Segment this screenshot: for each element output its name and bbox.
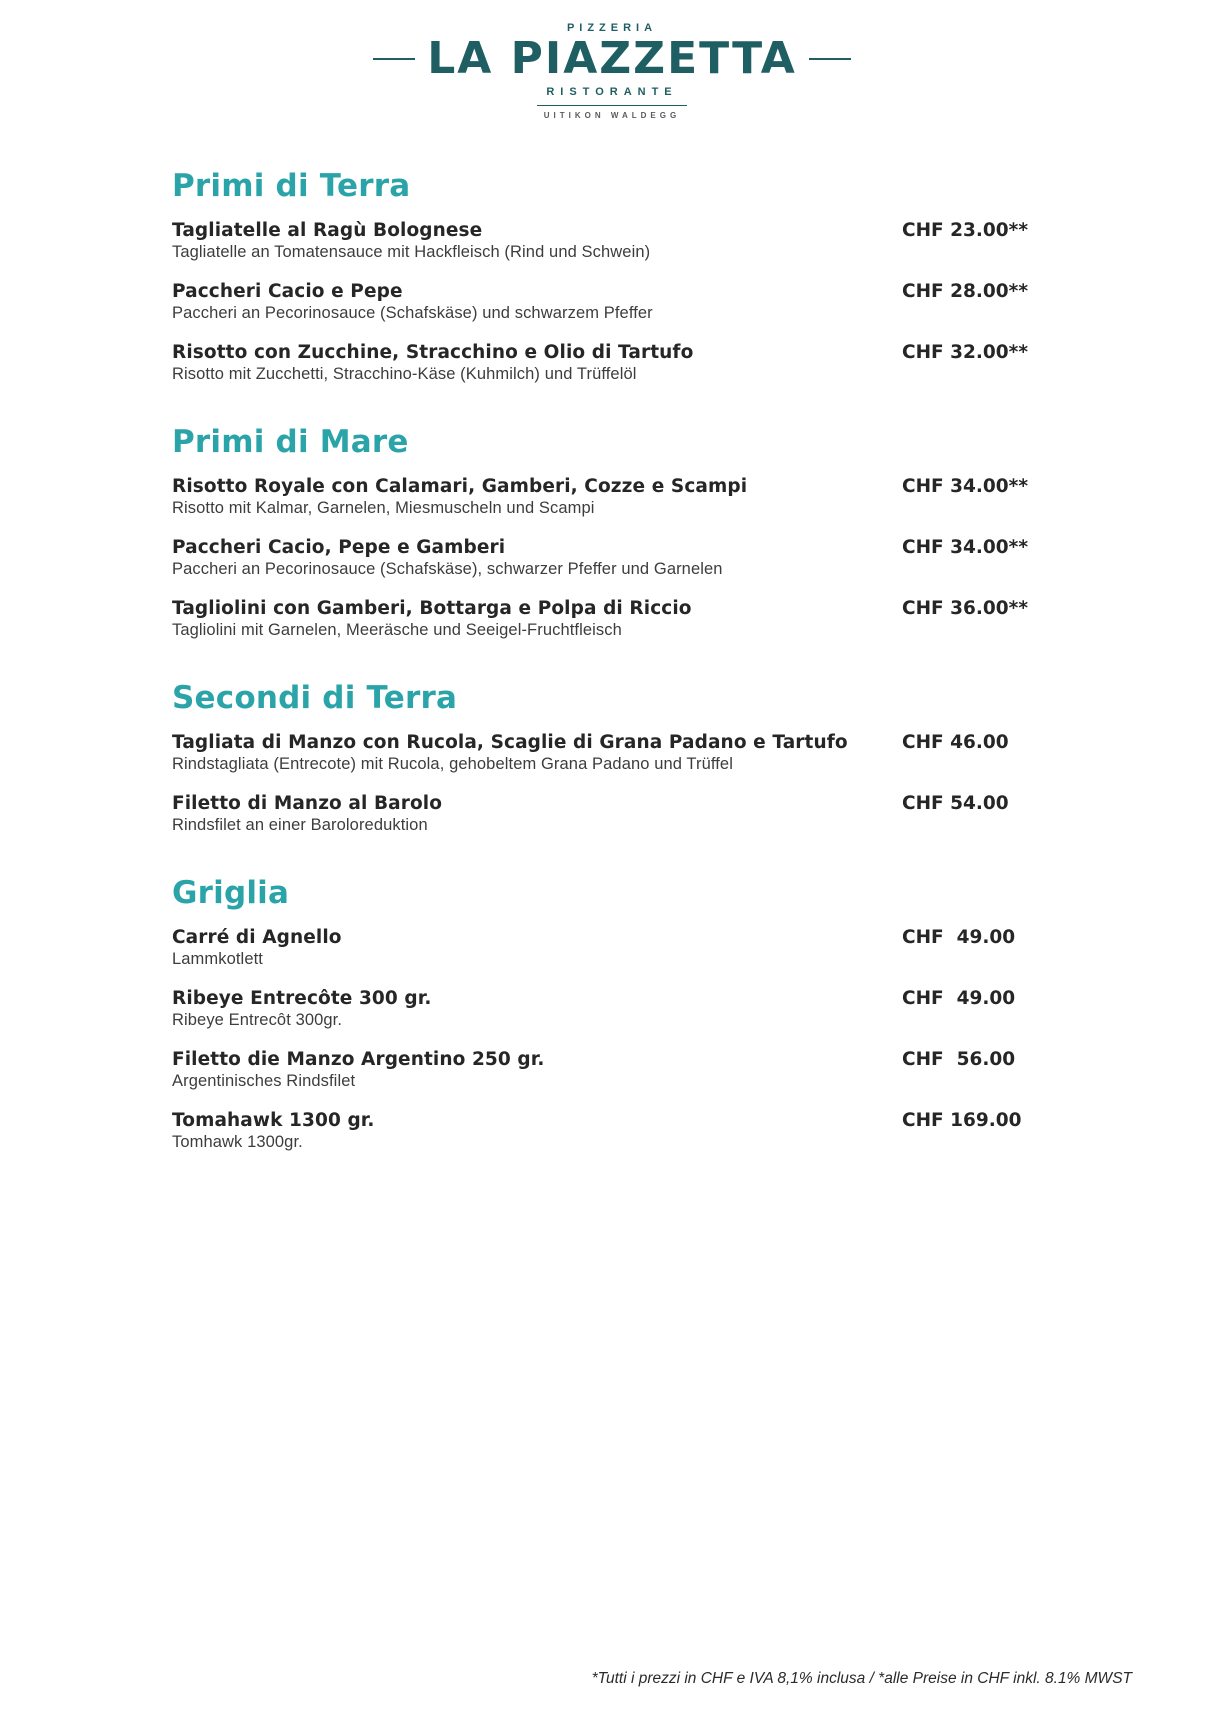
section-title: Primi di Terra (172, 168, 411, 205)
menu-item (172, 1049, 1052, 1091)
menu-item-description: Tomhawk 1300gr. (172, 1133, 303, 1152)
menu-item-price: CHF 28.00** (902, 281, 1029, 303)
menu-item-row (172, 793, 1052, 814)
menu-item-description: Tagliatelle an Tomatensauce mit Hackfleisch (Rind und Schwein) (172, 243, 651, 262)
section-title: Secondi di Terra (172, 680, 458, 717)
menu-item-row (172, 537, 1052, 558)
menu-section-griglia (172, 875, 1052, 1152)
menu-item (172, 220, 1052, 262)
menu-item-row (172, 988, 1052, 1009)
menu-content (172, 120, 1052, 1152)
section-title: Primi di Mare (172, 424, 409, 461)
price-note-footer: *Tutti i prezzi in CHF e IVA 8,1% inclusa / *alle Preise in CHF inkl. 8.1% MWST (591, 1670, 1132, 1687)
menu-item-description: Risotto mit Kalmar, Garnelen, Miesmuscheln und Scampi (172, 499, 595, 518)
menu-section-primi-di-mare (172, 424, 1052, 640)
menu-item (172, 1110, 1052, 1152)
menu-item-name: Tagliata di Manzo con Rucola, Scaglie di Grana Padano e Tartufo (172, 732, 848, 754)
menu-item-description: Ribeye Entrecôt 300gr. (172, 1011, 343, 1030)
menu-section-primi-di-terra (172, 168, 1052, 384)
menu-item-price: CHF 34.00** (902, 476, 1029, 498)
menu-item (172, 342, 1052, 384)
menu-item (172, 927, 1052, 969)
menu-item-row (172, 220, 1052, 241)
logo-divider-icon (537, 105, 687, 106)
menu-item (172, 793, 1052, 835)
menu-item-description: Rindsfilet an einer Baroloreduktion (172, 816, 428, 835)
menu-item-description: Paccheri an Pecorinosauce (Schafskäse), schwarzer Pfeffer und Garnelen (172, 560, 723, 579)
menu-item-price: CHF 34.00** (902, 537, 1029, 559)
menu-item-name: Filetto die Manzo Argentino 250 gr. (172, 1049, 545, 1071)
menu-item-description: Tagliolini mit Garnelen, Meeräsche und Seeigel-Fruchtfleisch (172, 621, 622, 640)
menu-item-name: Carré di Agnello (172, 927, 342, 949)
menu-item-price: CHF 56.00 (902, 1049, 1016, 1071)
menu-item-name: Tomahawk 1300 gr. (172, 1110, 375, 1132)
menu-item (172, 537, 1052, 579)
menu-item-price: CHF 36.00** (902, 598, 1029, 620)
menu-item-row (172, 281, 1052, 302)
menu-section-secondi-di-terra (172, 680, 1052, 835)
logo-place-text: UITIKON WALDEGG (543, 111, 681, 121)
restaurant-logo (0, 0, 1224, 120)
menu-item-name: Paccheri Cacio e Pepe (172, 281, 403, 303)
menu-item-row (172, 598, 1052, 619)
menu-item-price: CHF 49.00 (902, 988, 1016, 1010)
menu-item (172, 988, 1052, 1030)
menu-item-description: Risotto mit Zucchetti, Stracchino-Käse (Kuhmilch) und Trüffelöl (172, 365, 637, 384)
menu-item-price: CHF 169.00 (902, 1110, 1022, 1132)
menu-item-name: Tagliolini con Gamberi, Bottarga e Polpa di Riccio (172, 598, 692, 620)
menu-item-price: CHF 23.00** (902, 220, 1029, 242)
menu-item-price: CHF 54.00 (902, 793, 1009, 815)
menu-item-price: CHF 32.00** (902, 342, 1029, 364)
menu-item-name: Paccheri Cacio, Pepe e Gamberi (172, 537, 506, 559)
menu-item-row (172, 732, 1052, 753)
menu-item-name: Filetto di Manzo al Barolo (172, 793, 443, 815)
menu-item (172, 281, 1052, 323)
menu-item-row (172, 927, 1052, 948)
logo-rule-left-icon (373, 58, 415, 60)
menu-item-row (172, 1049, 1052, 1070)
menu-item (172, 598, 1052, 640)
menu-item-price: CHF 46.00 (902, 732, 1009, 754)
menu-item-name: Risotto con Zucchine, Stracchino e Olio di Tartufo (172, 342, 694, 364)
menu-item-row (172, 342, 1052, 363)
logo-sub-text: RISTORANTE (546, 86, 678, 99)
menu-item-description: Argentinisches Rindsfilet (172, 1072, 356, 1091)
logo-rule-right-icon (809, 58, 851, 60)
menu-item-row (172, 476, 1052, 497)
menu-item-name: Ribeye Entrecôte 300 gr. (172, 988, 432, 1010)
menu-item-description: Paccheri an Pecorinosauce (Schafskäse) und schwarzem Pfeffer (172, 304, 653, 323)
menu-item-row (172, 1110, 1052, 1131)
menu-item-name: Tagliatelle al Ragù Bolognese (172, 220, 483, 242)
menu-item-description: Rindstagliata (Entrecote) mit Rucola, gehobeltem Grana Padano und Trüffel (172, 755, 733, 774)
logo-name: LA PIAZZETTA (427, 33, 797, 84)
menu-item-name: Risotto Royale con Calamari, Gamberi, Cozze e Scampi (172, 476, 748, 498)
menu-item-description: Lammkotlett (172, 950, 263, 969)
menu-item (172, 476, 1052, 518)
section-title: Griglia (172, 875, 290, 912)
menu-item-price: CHF 49.00 (902, 927, 1016, 949)
logo-name-row (373, 33, 851, 84)
menu-item (172, 732, 1052, 774)
logo-top-text: PIZZERIA (566, 22, 658, 34)
